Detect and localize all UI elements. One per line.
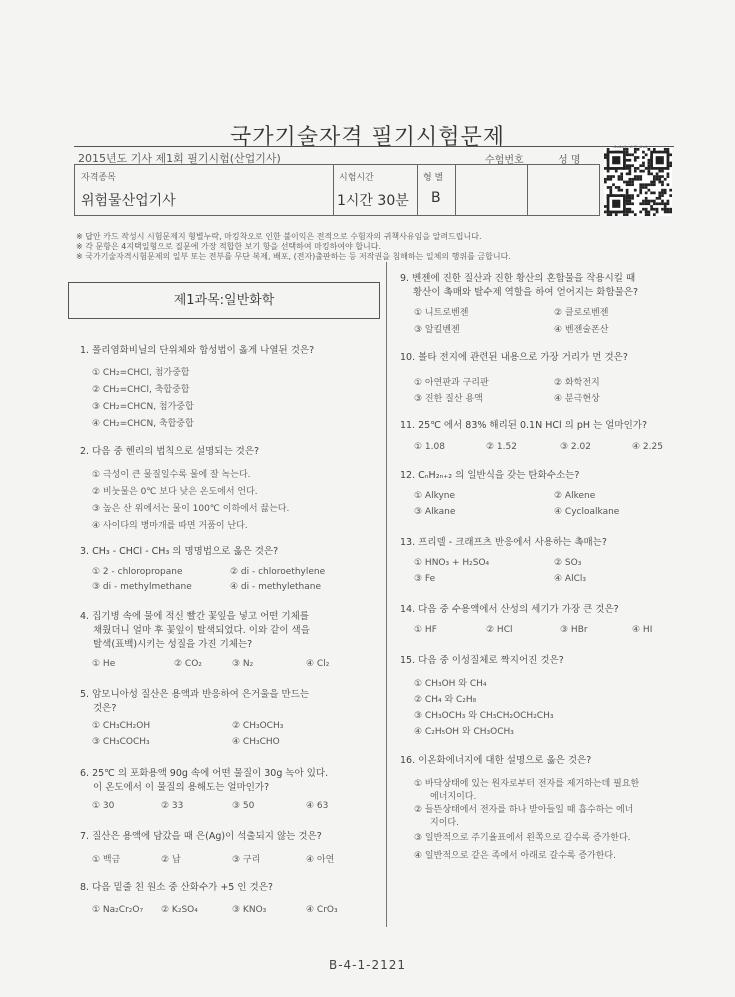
answer-option[interactable]	[161, 905, 198, 915]
answer-option-text: ① CH₃OH 와 CH₄	[414, 679, 487, 689]
answer-option[interactable]	[414, 676, 487, 689]
header-table	[74, 164, 600, 216]
answer-option-text: ① CH₂=CHCl, 첨가중합	[92, 368, 190, 378]
name-label: 성 명	[558, 155, 581, 166]
question-2	[80, 443, 259, 457]
answer-option[interactable]	[306, 801, 328, 811]
answer-option[interactable]	[414, 322, 460, 335]
answer-option-text: ① 극성이 큰 물질일수록 물에 잘 녹는다.	[92, 470, 251, 480]
answer-option[interactable]	[414, 507, 455, 517]
answer-option[interactable]	[632, 442, 663, 452]
answer-option[interactable]	[306, 852, 334, 865]
time-value: 1시간 30분	[337, 193, 409, 209]
answer-option-text: 지이다.	[430, 818, 459, 828]
answer-option-text: ① He	[92, 659, 116, 669]
answer-option[interactable]	[554, 375, 600, 388]
question-text: 프리델 - 크래프츠 반응에서 사용하는 촉매는?	[418, 537, 607, 548]
question-number: 9.	[400, 273, 413, 284]
answer-option-text: ④ 아연	[306, 855, 335, 865]
answer-option[interactable]	[414, 375, 489, 388]
answer-option[interactable]	[414, 391, 483, 404]
answer-option-text: ③ CH₂=CHCN, 첨가중합	[92, 402, 194, 412]
answer-option[interactable]	[230, 567, 325, 577]
answer-option-text: ③ CH₃OCH₃ 와 CH₃CH₂OCH₂CH₃	[414, 711, 554, 721]
answer-option-text: ① HF	[414, 625, 437, 635]
answer-option[interactable]	[414, 558, 489, 568]
question-4	[80, 608, 310, 650]
answer-option[interactable]	[486, 625, 512, 635]
question-14	[400, 601, 619, 615]
notice-2: ※ 각 문항은 4지택일형으로 질문에 가장 적합한 보기 항을 선택하여 마킹하여야 합니다.	[76, 242, 382, 251]
page-code: B-4-1-2121	[328, 958, 407, 972]
answer-option[interactable]	[232, 737, 280, 747]
answer-option-text: ③ 일반적으로 주기율표에서 왼쪽으로 갈수록 증가한다.	[414, 833, 631, 843]
answer-option[interactable]	[92, 801, 114, 811]
question-text: 암모니아성 질산은 용액과 반응하여 은거울을 만드는	[92, 689, 310, 700]
question-number: 3.	[80, 546, 93, 557]
answer-option-text: ① Alkyne	[414, 491, 456, 501]
question-text: 다음 밑줄 친 원소 중 산화수가 +5 인 것은?	[92, 882, 273, 893]
question-12	[400, 467, 579, 481]
question-10	[400, 349, 628, 363]
question-7	[80, 828, 322, 842]
question-number: 11.	[400, 420, 419, 431]
question-11	[400, 417, 647, 431]
answer-option-text: ① 아연판과 구리판	[414, 378, 489, 388]
question-16	[400, 752, 591, 766]
question-number: 5.	[80, 689, 93, 700]
answer-option[interactable]	[232, 852, 260, 865]
question-text: 다음 중 이성질체로 짝지어진 것은?	[418, 655, 564, 666]
type-label: 형 별	[423, 173, 444, 183]
answer-option[interactable]	[554, 507, 619, 517]
type-value: B	[431, 190, 441, 206]
answer-option[interactable]	[92, 484, 258, 497]
answer-option[interactable]	[560, 625, 588, 635]
question-text: 탈색(표백)시키는 성질을 가진 기체는?	[93, 639, 253, 650]
exam-session: 2015년도 기사 제1회 필기시험(산업기사)	[78, 152, 281, 165]
answer-option[interactable]	[414, 776, 639, 802]
answer-option-text: ③ di - methylmethane	[92, 582, 192, 592]
answer-option[interactable]	[306, 659, 329, 669]
answer-option[interactable]	[174, 659, 202, 669]
answer-option-text: ② 납	[161, 855, 181, 865]
answer-option[interactable]	[92, 852, 120, 865]
answer-option[interactable]	[92, 501, 289, 514]
answer-option-text: ④ Cl₂	[306, 659, 330, 669]
exam-title: 국가기술자격 필기시험문제	[229, 125, 506, 150]
question-text: 이온화에너지에 대한 설명으로 옳은 것은?	[418, 755, 592, 766]
answer-option[interactable]	[306, 905, 338, 915]
question-text: 다음 중 수용액에서 산성의 세기가 가장 큰 것은?	[418, 604, 619, 615]
answer-option-text: ③ KNO₃	[232, 905, 267, 915]
answer-option-text: ② di - chloroethylene	[230, 567, 326, 577]
answer-option-text: ② K₂SO₄	[161, 905, 198, 915]
subject-title: 제1과목:일반화학	[68, 282, 380, 319]
answer-option[interactable]	[92, 737, 150, 747]
answer-option-text: ③ HBr	[560, 625, 588, 635]
question-1	[80, 342, 314, 356]
answer-option[interactable]	[554, 558, 581, 568]
column-divider	[386, 262, 387, 927]
answer-option-text: ① 30	[92, 801, 115, 811]
question-13	[400, 534, 607, 548]
answer-option-text: ① 2 - chloropropane	[92, 567, 183, 577]
question-number: 10.	[400, 352, 419, 363]
answer-option-text: ④ 분극현상	[554, 394, 600, 404]
answer-option-text: ④ 63	[306, 801, 329, 811]
answer-option[interactable]	[92, 721, 150, 731]
answer-option[interactable]	[92, 518, 248, 531]
question-3	[80, 543, 278, 557]
answer-option[interactable]	[554, 322, 608, 335]
question-9	[400, 270, 638, 298]
question-text: 다음 중 헨리의 법칙으로 설명되는 것은?	[92, 446, 260, 457]
answer-option[interactable]	[230, 582, 321, 592]
answer-option-text: ③ Fe	[414, 574, 436, 584]
answer-option-text: ③ CH₃COCH₃	[92, 737, 150, 747]
answer-option-text: ① 백금	[92, 855, 121, 865]
question-number: 15.	[400, 655, 419, 666]
answer-option-text: ② 클로로벤젠	[554, 308, 609, 318]
answer-option-text: ② CH₂=CHCl, 축합중합	[92, 385, 190, 395]
answer-option[interactable]	[92, 382, 189, 395]
answer-option-text: ④ 벤젠술폰산	[554, 325, 609, 335]
question-text: CₙH₂ₙ₊₂ 의 일반식을 갖는 탄화수소는?	[418, 470, 580, 481]
answer-option-text: ④ di - methylethane	[230, 582, 322, 592]
answer-option-text: ④ 사이다의 병마개를 따면 거품이 난다.	[92, 521, 248, 531]
answer-option-text: ① HNO₃ + H₂SO₄	[414, 558, 490, 568]
answer-option-text: ④ CrO₃	[306, 905, 338, 915]
question-number: 13.	[400, 537, 419, 548]
answer-option-text: ① 바닥상태에 있는 원자로부터 전자를 제거하는데 필요한	[414, 779, 640, 789]
answer-option[interactable]	[92, 416, 194, 429]
qualification-value: 위험물산업기사	[81, 193, 176, 209]
question-number: 2.	[80, 446, 93, 457]
answer-option[interactable]	[554, 574, 586, 584]
answer-option-text: ② SO₃	[554, 558, 582, 568]
question-text: 25℃ 의 포화용액 90g 속에 어떤 물질이 30g 녹아 있다.	[92, 768, 329, 779]
question-number: 7.	[80, 831, 93, 842]
answer-option[interactable]	[554, 491, 595, 501]
notice-3: ※ 국가기술자격시험문제의 일부 또는 전부를 무단 복제, 배포, (전자)출판하는 등 저작권을 침해하는 일체의 행위를 금합니다.	[76, 252, 511, 261]
answer-option-text: ④ HI	[632, 625, 653, 635]
answer-option[interactable]	[554, 305, 608, 318]
answer-option[interactable]	[414, 574, 435, 584]
notice-1: ※ 답안 카드 작성시 시험문제지 형별누락, 마킹착오로 인한 불이익은 전적으로 수험자의 귀책사유임을 알려드립니다.	[76, 232, 482, 241]
answer-option-text: ① 니트로벤젠	[414, 308, 469, 318]
question-text: 집기병 속에 물에 적신 빨간 꽃잎을 넣고 어떤 기체를	[92, 611, 309, 622]
answer-option[interactable]	[554, 391, 600, 404]
answer-option[interactable]	[161, 801, 183, 811]
question-text: 25℃ 에서 83% 해리된 0.1N HCl 의 pH 는 얼마인가?	[418, 420, 647, 431]
answer-option-text: ③ 구리	[232, 855, 261, 865]
question-number: 8.	[80, 882, 93, 893]
answer-option-text: ② HCl	[486, 625, 513, 635]
question-text: 질산은 용액에 담갔을 때 은(Ag)이 석출되지 않는 것은?	[92, 831, 322, 842]
answer-option[interactable]	[414, 491, 455, 501]
answer-option-text: ④ CH₃CHO	[232, 737, 280, 747]
question-number: 12.	[400, 470, 419, 481]
answer-option[interactable]	[92, 582, 192, 592]
question-text: 벤젠에 진한 질산과 진한 황산의 혼합물을 작용시킬 때	[412, 273, 636, 284]
answer-option-text: ② CO₂	[174, 659, 202, 669]
answer-option-text: ② 33	[161, 801, 184, 811]
question-5	[80, 686, 309, 714]
answer-option-text: 에너지이다.	[430, 792, 477, 802]
answer-option[interactable]	[486, 442, 517, 452]
answer-option[interactable]	[414, 692, 476, 705]
answer-option[interactable]	[92, 467, 251, 480]
answer-option-text: ② 화학전지	[554, 378, 600, 388]
answer-option-text: ② CH₄ 와 C₂H₈	[414, 695, 477, 705]
answer-option[interactable]	[414, 305, 468, 318]
time-label: 시험시간	[339, 173, 374, 183]
answer-option-text: ④ CH₂=CHCN, 축합중합	[92, 419, 194, 429]
answer-option-text: ② 비눗물은 0℃ 보다 낮은 온도에서 언다.	[92, 487, 258, 497]
answer-option[interactable]	[232, 801, 254, 811]
answer-option[interactable]	[92, 659, 115, 669]
answer-option-text: ① 1.08	[414, 442, 445, 452]
answer-option-text: ④ AlCl₃	[554, 574, 586, 584]
question-number: 1.	[80, 345, 93, 356]
answer-option[interactable]	[414, 442, 445, 452]
question-15	[400, 652, 564, 666]
answer-option-text: ③ N₂	[232, 659, 254, 669]
exam-number-label: 수험번호	[485, 155, 524, 166]
header-rule	[74, 146, 674, 147]
question-text: 폴리염화비닐의 단위체와 합성법이 옳게 나열된 것은?	[92, 345, 315, 356]
question-number: 16.	[400, 755, 419, 766]
question-text: 채웠더니 얼마 후 꽃잎이 탈색되었다. 이와 같이 색을	[93, 625, 310, 636]
answer-option-text: ③ Alkane	[414, 507, 456, 517]
answer-option-text: ② 1.52	[486, 442, 517, 452]
answer-option-text: ④ Cycloalkane	[554, 507, 620, 517]
answer-option[interactable]	[92, 399, 194, 412]
answer-option-text: ② CH₃OCH₃	[232, 721, 284, 731]
question-text: 이 온도에서 이 물질의 용해도는 얼마인가?	[93, 782, 270, 793]
question-number: 6.	[80, 768, 93, 779]
answer-option[interactable]	[232, 659, 253, 669]
answer-option-text: ③ 2.02	[560, 442, 591, 452]
answer-option[interactable]	[414, 625, 437, 635]
answer-option[interactable]	[414, 708, 553, 721]
answer-option-text: ② Alkene	[554, 491, 596, 501]
question-text: 황산이 촉매와 탈수제 역할을 하여 얻어지는 화합물은?	[413, 287, 639, 298]
answer-option[interactable]	[414, 830, 631, 843]
answer-option[interactable]	[92, 365, 189, 378]
answer-option[interactable]	[92, 567, 182, 577]
answer-option[interactable]	[414, 802, 633, 828]
answer-option[interactable]	[414, 848, 616, 861]
question-number: 4.	[80, 611, 93, 622]
question-number: 14.	[400, 604, 419, 615]
answer-option-text: ③ 50	[232, 801, 255, 811]
answer-option[interactable]	[161, 852, 181, 865]
question-text: 것은?	[93, 703, 117, 714]
answer-option-text: ③ 높은 산 위에서는 물이 100℃ 이하에서 끓는다.	[92, 504, 290, 514]
answer-option-text: ① Na₂Cr₂O₇	[92, 905, 144, 915]
question-6	[80, 765, 328, 793]
answer-option-text: ④ 일반적으로 같은 족에서 아래로 갈수록 증가한다.	[414, 851, 616, 861]
answer-option-text: ④ C₂H₅OH 와 CH₃OCH₃	[414, 727, 514, 737]
answer-option-text: ④ 2.25	[632, 442, 663, 452]
answer-option[interactable]	[232, 721, 283, 731]
answer-option[interactable]	[632, 625, 652, 635]
question-text: CH₃ - CHCl - CH₃ 의 명명법으로 옳은 것은?	[92, 546, 279, 557]
answer-option-text: ③ 알킬벤젠	[414, 325, 460, 335]
question-8	[80, 879, 273, 893]
answer-option[interactable]	[232, 905, 266, 915]
answer-option-text: ③ 진한 질산 용액	[414, 394, 483, 404]
answer-option[interactable]	[92, 905, 143, 915]
answer-option[interactable]	[414, 724, 514, 737]
qr-code-icon	[604, 146, 672, 218]
qualification-label: 자격종목	[81, 173, 116, 183]
question-text: 볼타 전지에 관련된 내용으로 가장 거리가 먼 것은?	[418, 352, 628, 363]
answer-option[interactable]	[560, 442, 591, 452]
answer-option-text: ② 들뜬상태에서 전자를 하나 받아들일 때 흡수하는 에너	[414, 805, 634, 815]
answer-option-text: ① CH₃CH₂OH	[92, 721, 151, 731]
